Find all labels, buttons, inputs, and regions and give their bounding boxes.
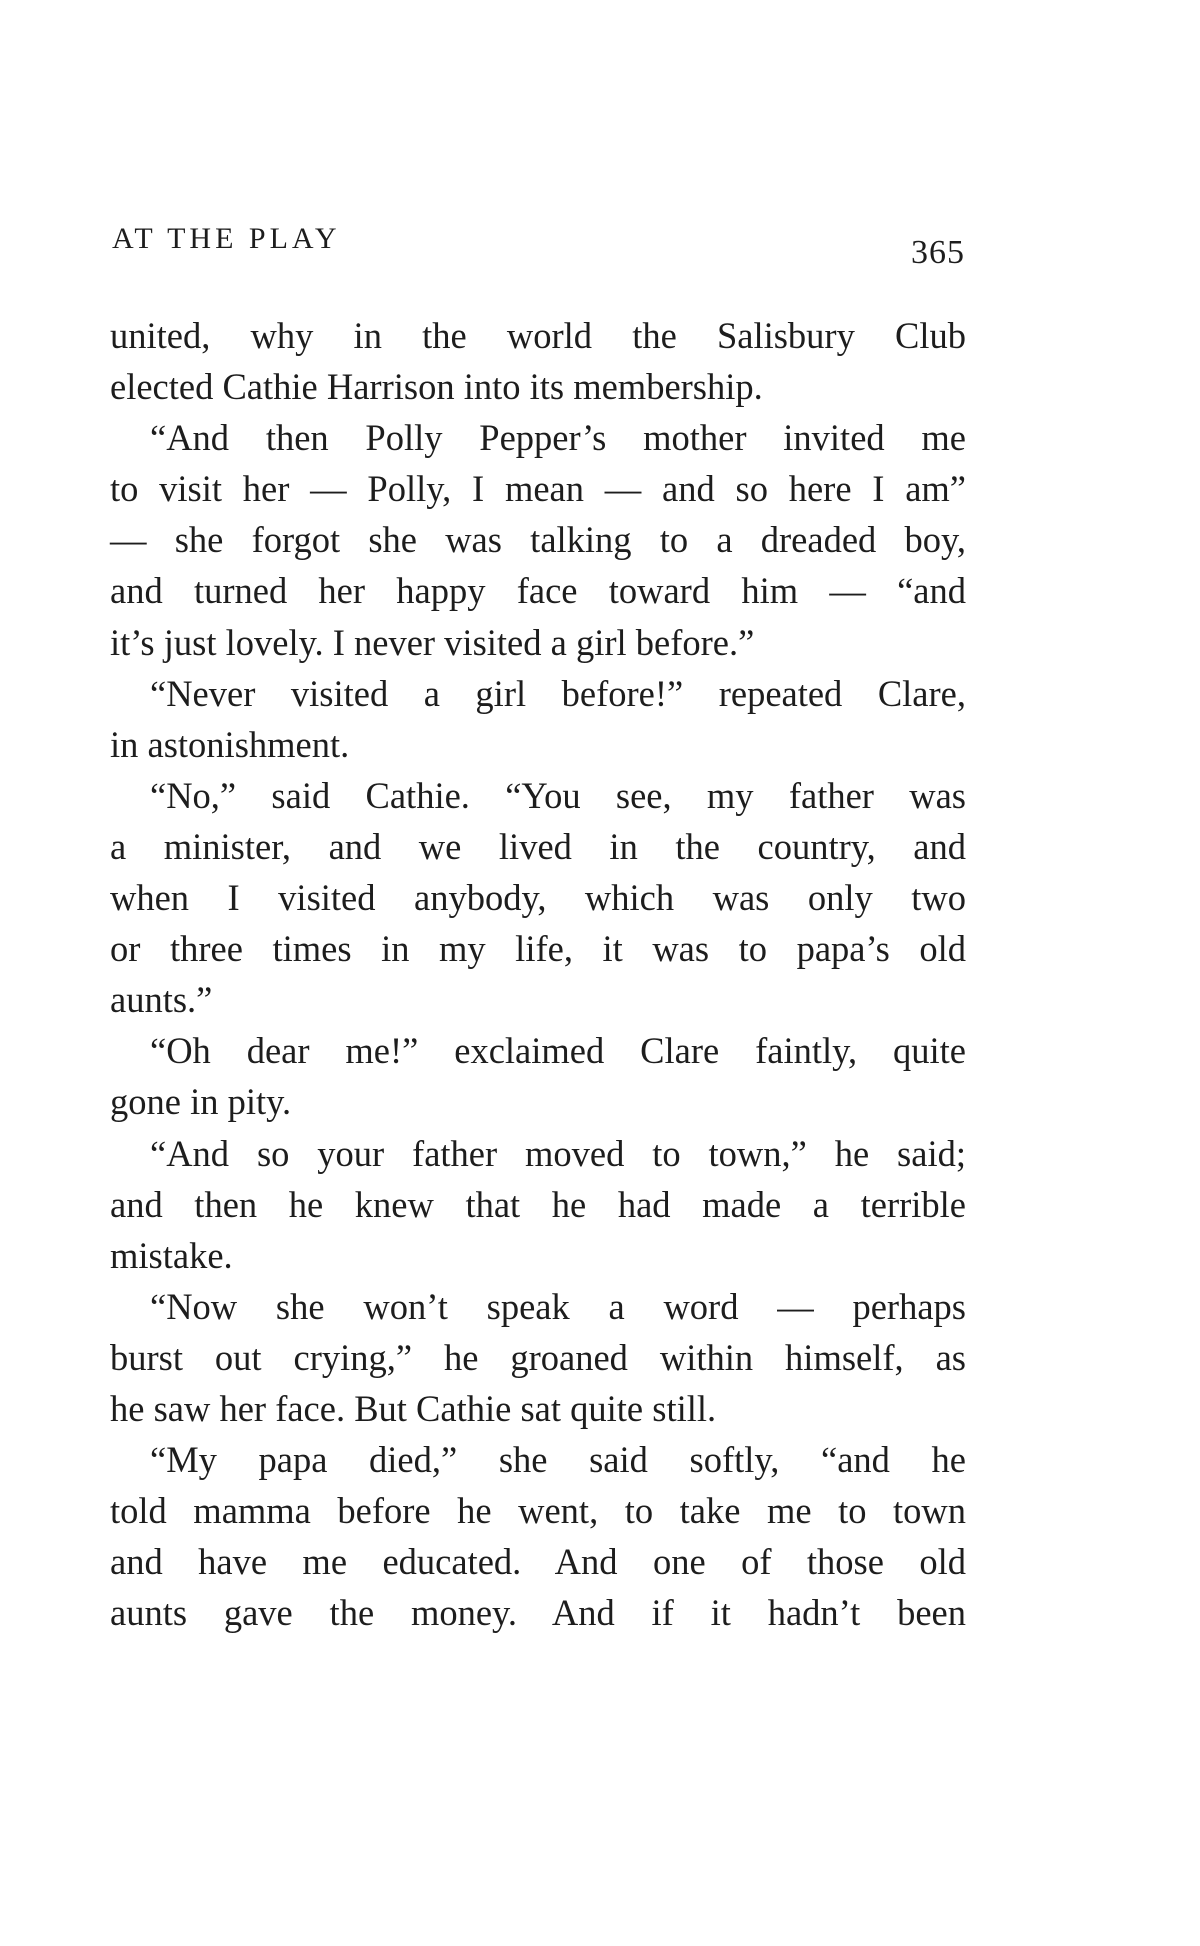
text-line: “My papa died,” she said softly, “and he <box>150 1439 966 1481</box>
text-line: told mamma before he went, to take me to town <box>110 1490 966 1532</box>
text-line: “And so your father moved to town,” he said; <box>150 1132 966 1174</box>
text-line: “And then Polly Pepper’s mother invited me <box>150 417 966 459</box>
text-line: he saw her face. But Cathie sat quite still. <box>110 1387 717 1429</box>
text-line: it’s just lovely. I never visited a girl before.” <box>110 621 755 663</box>
text-line: aunts.” <box>110 979 213 1021</box>
text-line: a minister, and we lived in the country, and <box>110 825 966 867</box>
text-line: united, why in the world the Salisbury Club <box>110 315 966 356</box>
text-line: and then he knew that he had made a terrible <box>110 1183 966 1225</box>
text-line: mistake. <box>110 1234 233 1276</box>
text-line: “Oh dear me!” exclaimed Clare faintly, quite <box>150 1030 966 1072</box>
running-head: AT THE PLAY <box>112 222 341 255</box>
text-line: gone in pity. <box>110 1081 292 1123</box>
text-line: aunts gave the money. And if it hadn’t been <box>110 1592 966 1634</box>
text-line: to visit her — Polly, I mean — and so here I am” <box>110 468 966 510</box>
page-number: 365 <box>911 234 965 271</box>
text-line: burst out crying,” he groaned within himself, as <box>110 1336 966 1378</box>
text-line: “Never visited a girl before!” repeated Clare, <box>150 672 966 714</box>
text-line: — she forgot she was talking to a dreaded boy, <box>110 519 966 561</box>
text-line: when I visited anybody, which was only two <box>110 877 966 919</box>
text-line: elected Cathie Harrison into its membership. <box>110 366 763 408</box>
text-line: in astonishment. <box>110 723 350 765</box>
text-line: or three times in my life, it was to papa’s old <box>110 928 966 970</box>
text-line: “No,” said Cathie. “You see, my father was <box>150 774 966 816</box>
body-text <box>110 310 966 1638</box>
text-line: and turned her happy face toward him — “and <box>110 570 966 612</box>
text-line: “Now she won’t speak a word — perhaps <box>150 1285 966 1327</box>
text-line: and have me educated. And one of those old <box>110 1541 966 1583</box>
